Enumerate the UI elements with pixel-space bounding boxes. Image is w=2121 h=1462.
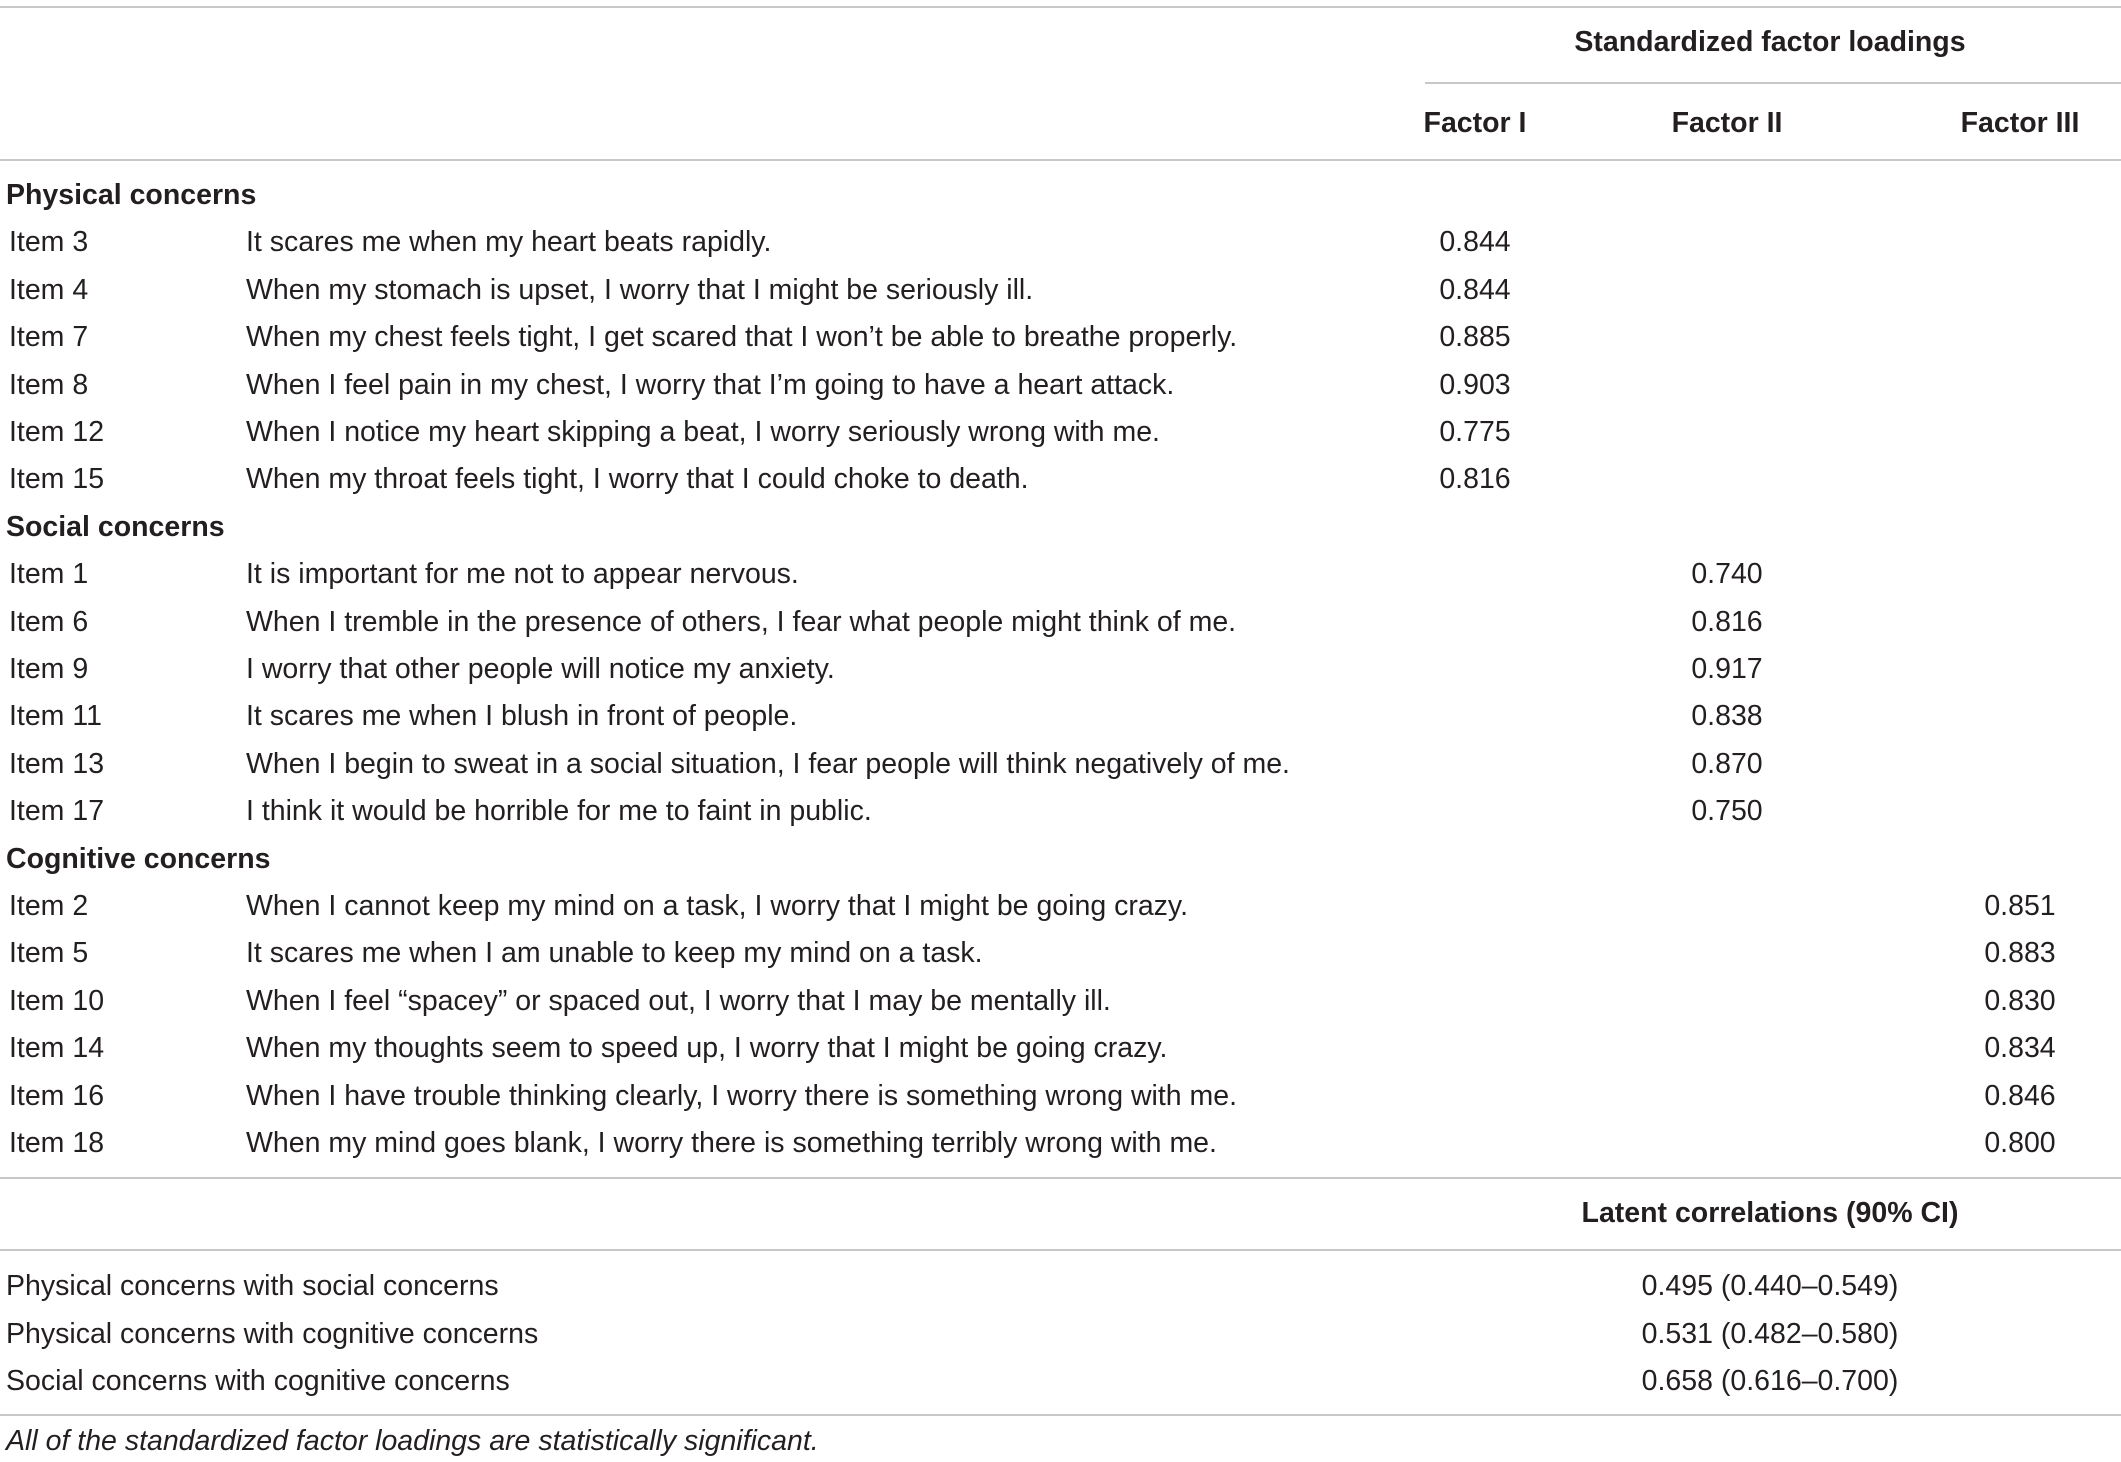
correlation-value: 0.495 (0.440–0.549) [1641, 1270, 1899, 1302]
top-rule [0, 6, 2121, 8]
item-id: Item 12 [9, 416, 105, 448]
section-header: Social concerns [6, 510, 225, 543]
factor-loading: 0.816 [1439, 463, 1511, 496]
factor-loading: 0.775 [1439, 416, 1511, 448]
item-text: It is important for me not to appear nervous. [246, 558, 799, 591]
section-header: Physical concerns [6, 179, 257, 211]
item-id: Item 11 [9, 700, 102, 733]
header-bottom-rule [0, 159, 2121, 161]
factor-loading: 0.838 [1691, 700, 1763, 733]
item-text: When I feel pain in my chest, I worry that I’m going to have a heart attack. [246, 368, 1175, 401]
factor-loading: 0.917 [1691, 653, 1763, 685]
item-text: I think it would be horrible for me to faint in public. [246, 795, 872, 828]
item-text: When I feel “spacey” or spaced out, I worry that I may be mentally ill. [246, 984, 1111, 1017]
item-id: Item 8 [9, 368, 89, 401]
correlation-value: 0.658 (0.616–0.700) [1641, 1365, 1899, 1397]
item-id: Item 14 [9, 1032, 105, 1065]
item-text: When my stomach is upset, I worry that I might be seriously ill. [246, 273, 1034, 306]
item-id: Item 7 [9, 321, 89, 354]
item-text: When I have trouble thinking clearly, I worry there is something wrong with me. [246, 1079, 1238, 1112]
item-id: Item 15 [9, 463, 105, 496]
factor-loading: 0.870 [1691, 747, 1763, 780]
factor-loading: 0.750 [1691, 795, 1763, 828]
item-text: When my throat feels tight, I worry that I could choke to death. [246, 463, 1029, 496]
item-text: When my mind goes blank, I worry there is something terribly wrong with me. [246, 1127, 1217, 1159]
item-id: Item 5 [9, 937, 89, 970]
group-header: Standardized factor loadings [1574, 26, 1966, 58]
factor-loading: 0.834 [1984, 1032, 2056, 1065]
factor-loading: 0.844 [1439, 226, 1511, 259]
factor-loading: 0.883 [1984, 937, 2056, 970]
item-text: When I tremble in the presence of others, I fear what people might think of me. [246, 605, 1237, 638]
item-id: Item 10 [9, 984, 105, 1017]
table-footnote: All of the standardized factor loadings are statistically significant. [6, 1425, 819, 1457]
factor-header-2: Factor II [1671, 107, 1783, 139]
item-text: When my chest feels tight, I get scared that I won’t be able to breathe properly. [246, 321, 1238, 354]
item-text: It scares me when I blush in front of people. [246, 700, 798, 733]
correlation-value: 0.531 (0.482–0.580) [1641, 1317, 1899, 1350]
item-text: It scares me when I am unable to keep my mind on a task. [246, 937, 983, 970]
item-text: I worry that other people will notice my anxiety. [246, 653, 835, 685]
item-text: When I begin to sweat in a social situation, I fear people will think negatively of me. [246, 747, 1290, 780]
item-id: Item 9 [9, 653, 89, 685]
item-text: When I cannot keep my mind on a task, I worry that I might be going crazy. [246, 890, 1188, 922]
factor-header-1: Factor I [1423, 107, 1527, 139]
factor-loading: 0.740 [1691, 558, 1763, 591]
item-id: Item 6 [9, 605, 89, 638]
factor-header-3: Factor III [1960, 107, 2080, 139]
factor-loading: 0.885 [1439, 321, 1511, 354]
factor-loading: 0.816 [1691, 605, 1763, 638]
item-id: Item 3 [9, 226, 89, 259]
item-id: Item 18 [9, 1127, 105, 1159]
item-text: When my thoughts seem to speed up, I worry that I might be going crazy. [246, 1032, 1168, 1065]
correlation-label: Physical concerns with social concerns [6, 1270, 499, 1302]
correlations-header-rule [0, 1249, 2121, 1251]
item-id: Item 4 [9, 273, 89, 306]
factor-loading: 0.851 [1984, 890, 2056, 922]
section-header: Cognitive concerns [6, 842, 271, 875]
correlations-header: Latent correlations (90% CI) [1581, 1197, 1959, 1229]
group-header-rule [1425, 82, 2121, 84]
factor-loading: 0.830 [1984, 984, 2056, 1017]
correlation-label: Social concerns with cognitive concerns [6, 1365, 510, 1397]
item-id: Item 2 [9, 890, 89, 922]
item-id: Item 1 [9, 558, 89, 591]
correlations-top-rule [0, 1177, 2121, 1179]
item-id: Item 17 [9, 795, 105, 828]
item-id: Item 16 [9, 1079, 105, 1112]
factor-loading: 0.800 [1984, 1127, 2056, 1159]
item-id: Item 13 [9, 747, 105, 780]
factor-loading: 0.846 [1984, 1079, 2056, 1112]
correlation-label: Physical concerns with cognitive concerns [6, 1317, 539, 1350]
factor-loading: 0.844 [1439, 273, 1511, 306]
item-text: It scares me when my heart beats rapidly. [246, 226, 772, 259]
item-text: When I notice my heart skipping a beat, I worry seriously wrong with me. [246, 416, 1160, 448]
factor-loading: 0.903 [1439, 368, 1511, 401]
table-bottom-rule [0, 1414, 2121, 1416]
